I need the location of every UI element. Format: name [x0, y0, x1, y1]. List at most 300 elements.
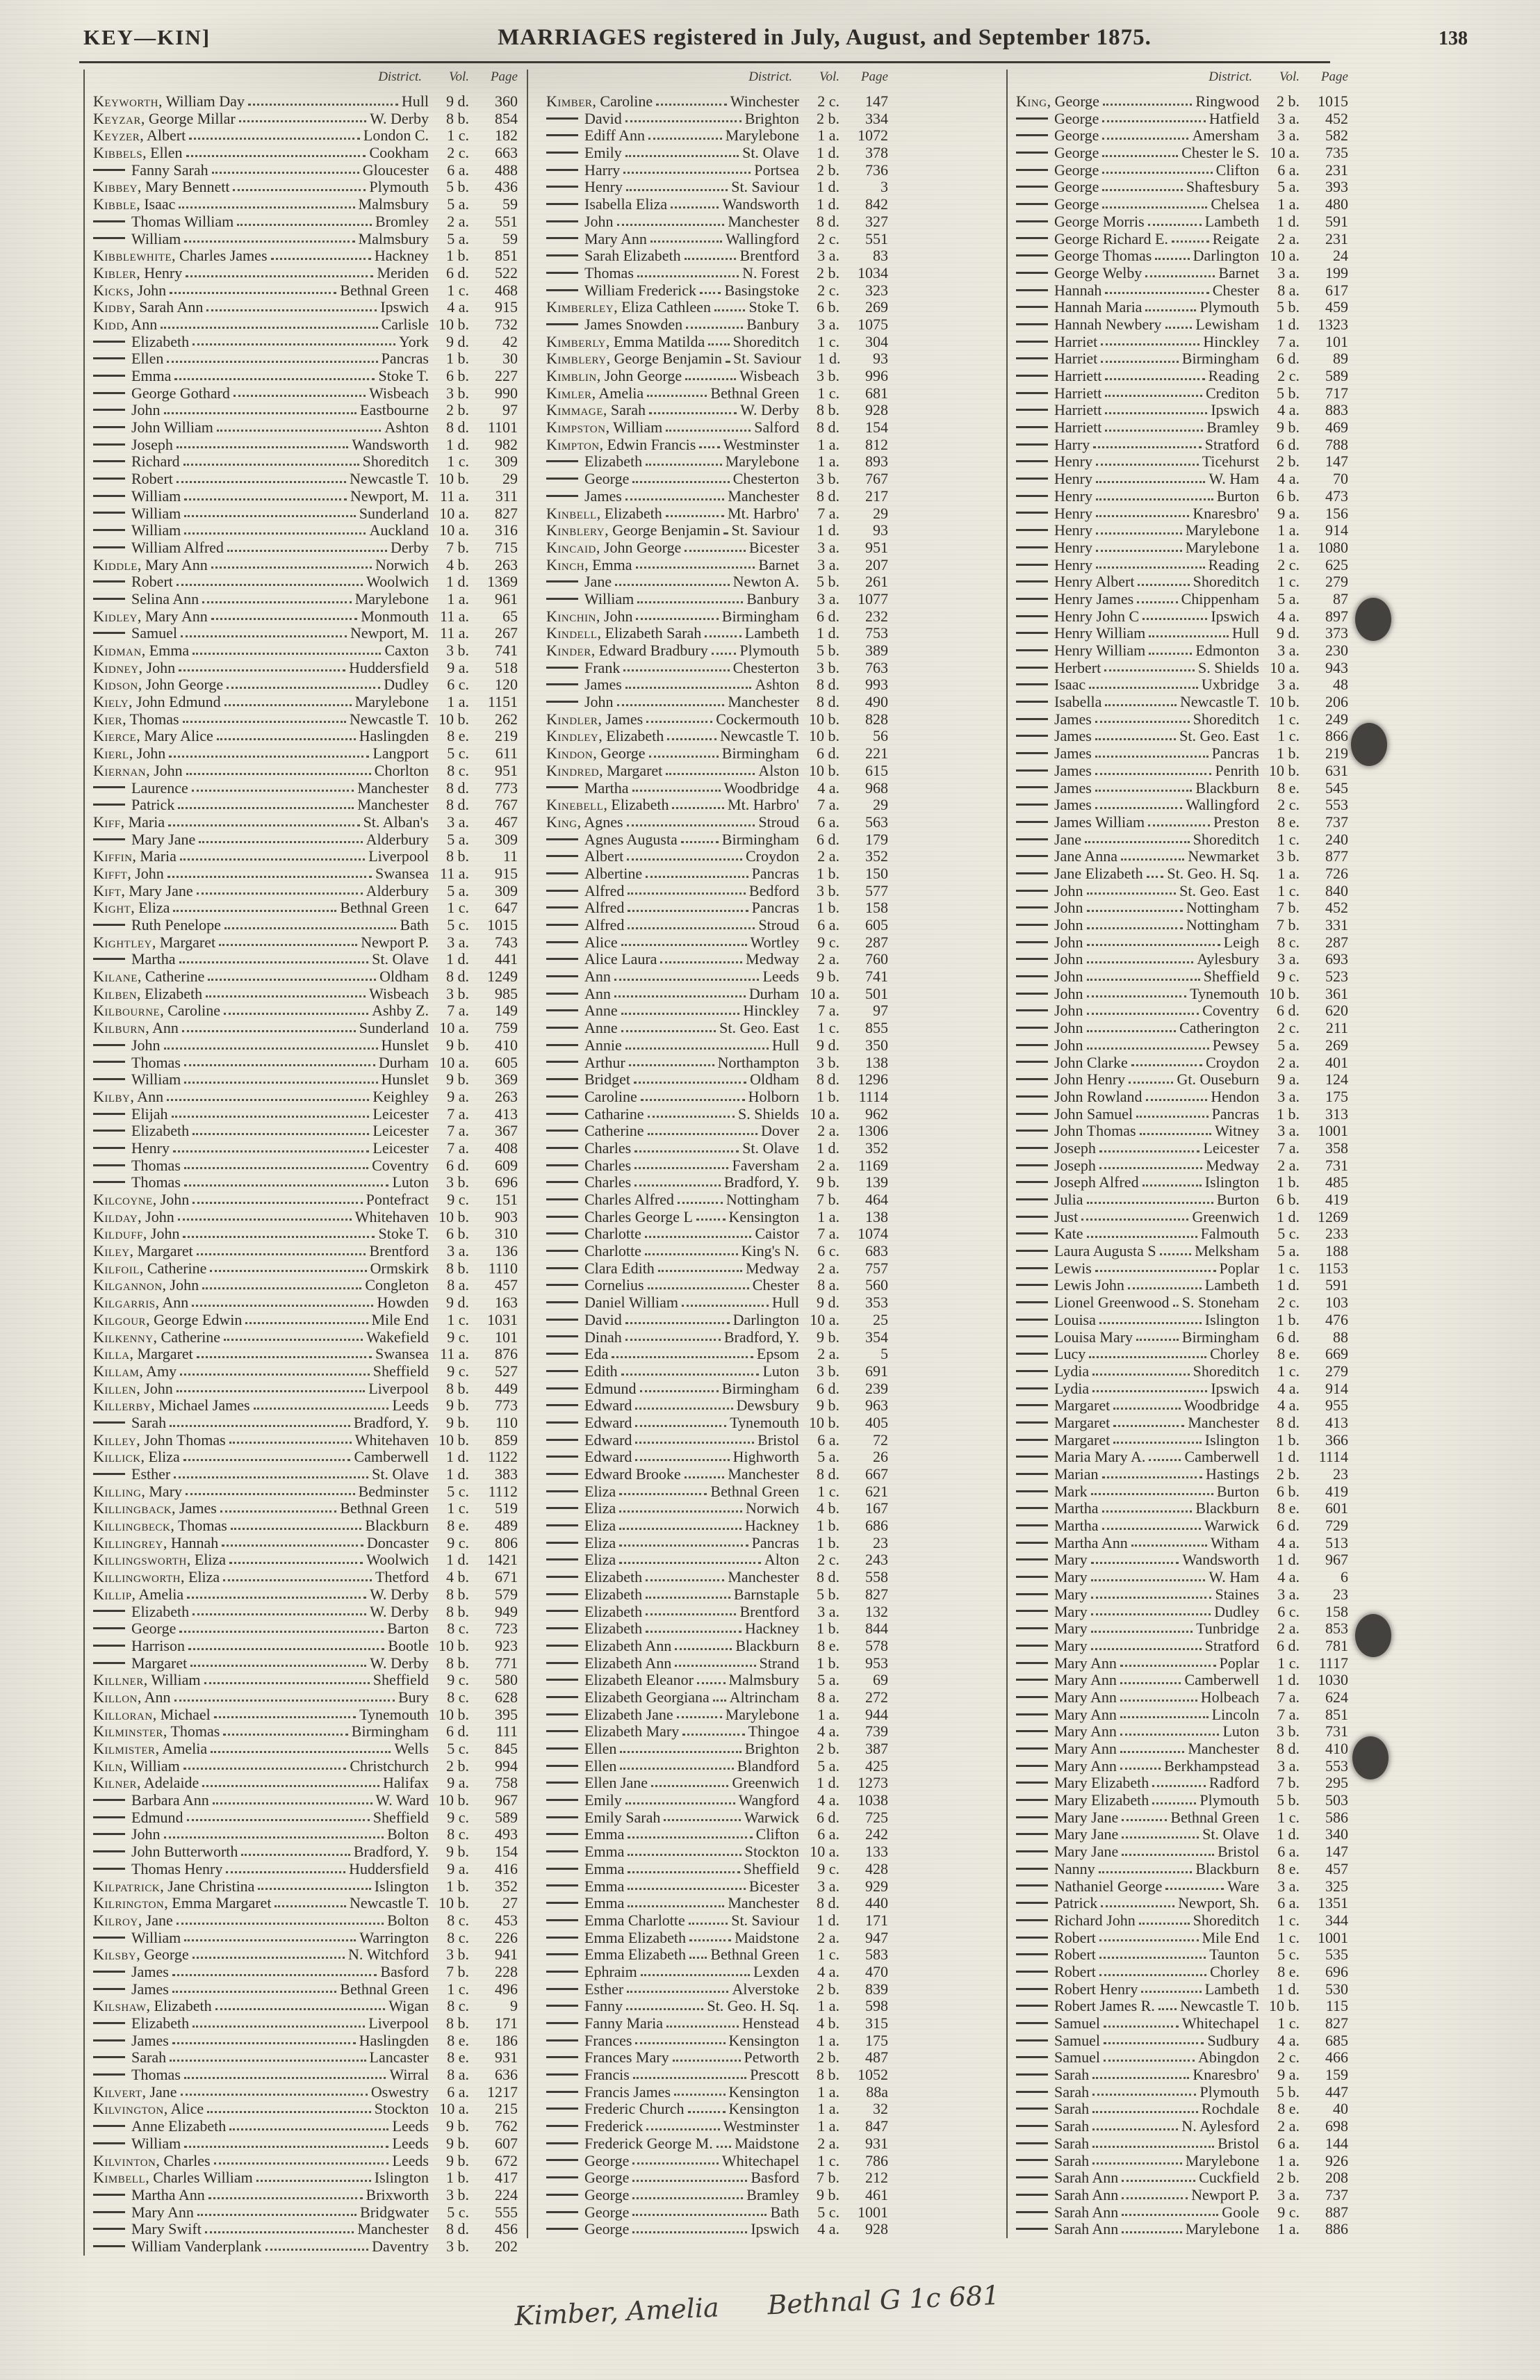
entry-page: 269	[1325, 1036, 1348, 1054]
dot-leader	[1131, 1544, 1207, 1547]
entry-vol: 10 a.	[439, 1020, 469, 1037]
entry-vol: 1 c.	[1277, 573, 1300, 591]
index-entry	[546, 1054, 888, 1072]
entry-vol: 2 b.	[817, 110, 839, 127]
entry-vol: 3 a.	[817, 1877, 839, 1895]
entry-district: Camberwell	[354, 1449, 429, 1466]
dot-leader	[632, 2231, 747, 2233]
entry-name: Kilgarris, Ann	[93, 1294, 189, 1312]
index-entry	[546, 1037, 888, 1054]
entry-district: Islington	[1204, 1311, 1259, 1328]
dot-leader	[223, 1579, 372, 1581]
entry-page: 262	[495, 710, 518, 728]
entry-name: Elizabeth Ann	[546, 1638, 671, 1655]
dot-leader	[192, 790, 354, 792]
dot-leader	[170, 292, 336, 294]
entry-vol: 10 b.	[439, 1895, 469, 1912]
entry-district: Reigate	[1212, 230, 1259, 247]
index-entry	[93, 1981, 518, 1998]
dot-leader	[211, 1751, 391, 1753]
entry-vol: 8 d.	[1277, 1741, 1300, 1757]
entry-name: Edward	[546, 1432, 632, 1449]
entry-name: Charles	[546, 1174, 631, 1191]
ditto-mark	[546, 1833, 578, 1835]
entry-district: Shoreditch	[362, 453, 429, 471]
dot-leader	[1145, 309, 1196, 311]
entry-vol: 8 c.	[447, 1826, 469, 1843]
ditto-mark	[93, 2194, 125, 2196]
entry-district: Cuckfield	[1199, 2169, 1259, 2187]
entry-page: 854	[495, 110, 518, 127]
entry-name: Anne	[546, 1002, 618, 1020]
entry-name: Nanny	[1016, 1861, 1095, 1878]
entry-vol: 6 a.	[817, 1826, 839, 1843]
index-entry	[1016, 780, 1348, 797]
dot-leader	[188, 1648, 384, 1650]
ditto-mark	[1016, 1816, 1048, 1818]
district-label: District.	[1209, 70, 1252, 84]
index-entry	[1016, 2032, 1348, 2050]
entry-name: Kilner, Adelaide	[93, 1775, 199, 1792]
dot-leader	[1142, 1184, 1202, 1187]
entry-district: St. Geo. East	[1179, 728, 1259, 745]
entry-vol: 1 d.	[1277, 213, 1300, 230]
entry-district: Bristol	[757, 1431, 799, 1449]
index-entry	[546, 1020, 888, 1037]
ditto-mark	[546, 1250, 578, 1252]
entry-district: Bolton	[387, 1826, 429, 1843]
entry-name: Elizabeth	[546, 453, 642, 471]
index-entry	[546, 1946, 888, 1964]
entry-vol: 4 a.	[817, 1723, 839, 1741]
header-key-range: KEY—KIN]	[83, 25, 211, 49]
ditto-mark	[93, 1868, 125, 1870]
entry-name: Henry	[1016, 505, 1092, 523]
index-entry	[546, 814, 888, 831]
index-columns	[83, 70, 1362, 2256]
entry-vol: 1 c.	[817, 384, 839, 402]
entry-name: Kilsby, George	[93, 1946, 189, 1964]
entry-vol: 2 a.	[817, 1346, 839, 1363]
ditto-mark	[1016, 924, 1048, 926]
entry-district: Leicester	[372, 1139, 429, 1157]
entry-page: 441	[495, 951, 518, 968]
entry-name: Kinblery, George Benjamin	[546, 522, 721, 539]
ditto-mark	[546, 1850, 578, 1852]
index-entry	[93, 1878, 518, 1896]
ditto-mark	[546, 1576, 578, 1578]
entry-district: Derby	[391, 539, 429, 556]
entry-page: 395	[495, 1706, 518, 1723]
entry-page: 771	[495, 1654, 518, 1672]
entry-vol: 7 a.	[1277, 1688, 1300, 1706]
entry-name: Elizabeth Jane	[546, 1706, 673, 1724]
entry-vol: 9 b.	[446, 1071, 469, 1089]
index-entry	[1016, 1346, 1348, 1363]
entry-district: Bristol	[1218, 1843, 1259, 1861]
entry-vol: 3 b.	[817, 368, 839, 384]
entry-page: 577	[865, 882, 888, 899]
entry-district: Durham	[378, 1054, 429, 1071]
dot-leader	[1099, 1167, 1202, 1169]
entry-name: Elijah	[93, 1106, 168, 1123]
index-entry	[93, 385, 518, 402]
ditto-mark	[546, 1542, 578, 1544]
entry-district: Bramley	[746, 2186, 799, 2203]
ditto-mark	[1016, 1164, 1048, 1166]
entry-district: St. Saviour	[731, 179, 799, 196]
entry-page: 350	[865, 1036, 888, 1054]
entry-district: Preston	[1213, 813, 1259, 831]
index-entry	[546, 591, 888, 608]
entry-page: 951	[495, 762, 518, 779]
entry-name: Margaret	[1016, 1397, 1110, 1415]
dot-leader	[1092, 1390, 1207, 1392]
ditto-mark	[1016, 169, 1048, 171]
entry-page: 383	[495, 1466, 518, 1483]
entry-vol: 4 b.	[446, 556, 469, 573]
dot-leader	[1091, 1648, 1202, 1650]
entry-page: 440	[865, 1895, 888, 1912]
entry-name: John	[1016, 917, 1083, 934]
entry-page: 29	[502, 471, 518, 488]
entry-vol: 9 d.	[817, 1036, 839, 1054]
ditto-mark	[546, 1662, 578, 1664]
entry-district: Wigan	[388, 1998, 429, 2015]
dot-leader	[629, 1064, 714, 1066]
entry-vol: 8 c.	[447, 1688, 469, 1706]
entry-page: 741	[495, 642, 518, 659]
entry-page: 715	[495, 539, 518, 556]
entry-page: 428	[865, 1860, 888, 1877]
entry-name: Jane Anna	[1016, 848, 1117, 865]
index-entry	[1016, 848, 1348, 865]
index-entry	[93, 1535, 518, 1552]
entry-district: Falmouth	[1200, 1225, 1259, 1243]
ditto-mark	[93, 632, 125, 634]
entry-district: Salford	[754, 419, 799, 437]
entry-district: Nottingham	[1186, 917, 1259, 934]
index-entry	[546, 1930, 888, 1947]
index-entry	[546, 1535, 888, 1552]
entry-page: 1075	[858, 316, 888, 333]
entry-district: Christchurch	[350, 1757, 429, 1775]
index-entry	[546, 608, 888, 626]
entry-name: Elizabeth Eleanor	[546, 1672, 694, 1689]
entry-page: 994	[495, 1757, 518, 1775]
dot-leader	[705, 635, 742, 637]
entry-vol: 2 a.	[817, 951, 839, 968]
dot-leader	[646, 2128, 719, 2130]
entry-district: Manchester	[357, 2221, 429, 2238]
index-entry	[1016, 1895, 1348, 1912]
index-entry	[1016, 1535, 1348, 1552]
dot-leader	[1087, 961, 1194, 963]
entry-district: Banbury	[746, 590, 799, 608]
entry-district: Henstead	[742, 2015, 799, 2032]
entry-name: Killing, Mary	[93, 1483, 183, 1500]
entry-vol: 1 d.	[817, 1912, 839, 1929]
ditto-mark	[93, 443, 125, 446]
index-entry	[546, 1260, 888, 1278]
entry-name: Frank	[546, 660, 620, 677]
dot-leader	[671, 206, 719, 209]
entry-page: 149	[495, 1002, 518, 1020]
index-entry	[93, 1191, 518, 1209]
entry-district: Alverstoke	[732, 1980, 799, 1998]
dot-leader	[174, 1700, 395, 1702]
ditto-mark	[1016, 1319, 1048, 1321]
dot-leader	[161, 327, 377, 329]
entry-district: Banbury	[746, 316, 799, 333]
entry-name: Kinch, Emma	[546, 556, 632, 573]
entry-page: 1369	[487, 573, 518, 591]
entry-name: Elizabeth	[546, 1620, 642, 1638]
entry-vol: 4 a.	[1277, 1569, 1300, 1586]
entry-vol: 6 d.	[817, 745, 839, 763]
entry-vol: 1 c.	[1277, 2015, 1300, 2032]
index-entry	[546, 1002, 888, 1020]
index-entry	[546, 247, 888, 265]
ditto-mark	[1016, 1353, 1048, 1355]
entry-name: Robert James R.	[1016, 1998, 1155, 2015]
entry-vol: 4 a.	[817, 1963, 839, 1980]
dot-leader	[677, 1716, 722, 1718]
entry-page: 605	[495, 1054, 518, 1071]
index-entry	[546, 660, 888, 677]
entry-page: 731	[1325, 1723, 1348, 1741]
ditto-mark	[1016, 1902, 1048, 1904]
index-entry	[93, 1775, 518, 1792]
dot-leader	[177, 446, 348, 448]
entry-vol: 8 b.	[446, 848, 469, 865]
dot-leader	[206, 995, 366, 997]
entry-district: Crediton	[1206, 384, 1259, 402]
index-entry	[546, 282, 888, 300]
entry-name: Albert	[546, 848, 623, 865]
index-entry	[93, 694, 518, 711]
ditto-mark	[1016, 2108, 1048, 2110]
entry-vol: 1 c.	[1277, 1929, 1300, 1946]
entry-list	[93, 93, 518, 2256]
dot-leader	[1096, 550, 1182, 552]
dot-leader	[1113, 1408, 1181, 1410]
index-entry	[93, 1843, 518, 1861]
index-entry	[546, 539, 888, 557]
entry-district: Stoke T.	[748, 299, 799, 316]
ditto-mark	[93, 237, 125, 239]
entry-name: Frederic Church	[546, 2101, 685, 2118]
dot-leader	[184, 1167, 368, 1169]
entry-page: 847	[865, 2118, 888, 2135]
entry-name: Charles	[546, 1140, 631, 1157]
entry-district: Blackburn	[735, 1637, 799, 1654]
dot-leader	[1099, 1974, 1206, 1976]
ditto-mark	[93, 1627, 125, 1629]
entry-page: 669	[1325, 1346, 1348, 1363]
entry-name: William	[93, 522, 181, 539]
dot-leader	[648, 1116, 735, 1118]
entry-vol: 8 a.	[447, 1277, 469, 1294]
ditto-mark	[546, 1267, 578, 1269]
entry-vol: 9 c.	[1277, 2203, 1300, 2221]
entry-district: Newport, M.	[350, 487, 429, 505]
entry-vol: 8 c.	[447, 1998, 469, 2015]
entry-page: 311	[495, 487, 518, 505]
index-entry	[546, 1878, 888, 1896]
entry-district: Abingdon	[1198, 2049, 1259, 2067]
index-entry	[93, 591, 518, 608]
entry-page: 696	[495, 1174, 518, 1191]
entry-district: Wisbeach	[369, 384, 429, 402]
ditto-mark	[546, 1937, 578, 1939]
index-entry	[93, 711, 518, 728]
entry-vol: 6 a.	[817, 917, 839, 934]
dot-leader	[1120, 1700, 1197, 1702]
entry-page: 582	[1325, 127, 1348, 145]
entry-vol: 3 b.	[817, 882, 839, 899]
dot-leader	[172, 1974, 377, 1976]
entry-district: Daventry	[372, 2238, 429, 2255]
entry-name: Henry William	[1016, 625, 1145, 642]
entry-page: 405	[865, 1414, 888, 1431]
entry-name: George	[546, 2187, 629, 2204]
entry-district: Shoreditch	[1193, 710, 1259, 728]
entry-name: Kimler, Amelia	[546, 384, 644, 402]
dot-leader	[227, 550, 387, 552]
entry-vol: 1 a.	[447, 694, 469, 711]
dot-leader	[627, 858, 742, 861]
entry-page: 553	[1325, 797, 1348, 814]
entry-vol: 1 a.	[1277, 196, 1300, 213]
entry-vol: 5 b.	[817, 1586, 839, 1603]
ditto-mark	[1016, 529, 1048, 531]
entry-name: George Morris	[1016, 213, 1145, 231]
ditto-mark	[93, 1044, 125, 1046]
entry-district: W. Ham	[1209, 471, 1259, 488]
entry-page: 617	[1325, 282, 1348, 299]
index-entry	[546, 1483, 888, 1501]
entry-name: Kibbels, Ellen	[93, 145, 183, 162]
entry-page: 23	[1333, 1466, 1348, 1483]
entry-page: 1015	[487, 917, 518, 934]
dot-leader	[167, 876, 372, 878]
index-entry	[546, 1123, 888, 1140]
entry-vol: 1 b.	[817, 1088, 839, 1105]
entry-vol: 10 a.	[810, 1105, 839, 1123]
entry-page: 955	[1325, 1397, 1348, 1415]
dot-leader	[1122, 2214, 1218, 2216]
entry-page: 453	[495, 1912, 518, 1929]
entry-name: Herbert	[1016, 660, 1101, 677]
index-entry	[93, 334, 518, 351]
entry-page: 417	[495, 2169, 518, 2187]
dot-leader	[1105, 430, 1203, 432]
entry-district: Sheffield	[743, 1860, 799, 1877]
entry-vol: 2 b.	[446, 402, 469, 419]
dot-leader	[620, 1751, 741, 1753]
entry-name: Mary Jane	[93, 831, 195, 849]
ditto-mark	[1016, 1833, 1048, 1835]
ditto-mark	[1016, 1232, 1048, 1234]
dot-leader	[688, 2111, 726, 2113]
entry-district: Brixworth	[366, 2186, 429, 2203]
entry-vol: 1 a.	[817, 2101, 839, 2118]
entry-page: 387	[865, 1741, 888, 1757]
entry-page: 447	[1325, 2083, 1348, 2101]
entry-vol: 7 a.	[817, 1225, 839, 1243]
ditto-mark	[546, 1147, 578, 1149]
entry-district: Woodbridge	[1183, 1397, 1259, 1415]
index-entry	[1016, 2101, 1348, 2118]
entry-vol: 10 a.	[439, 522, 469, 539]
index-entry	[1016, 1655, 1348, 1672]
entry-district: Birmingham	[721, 608, 799, 625]
entry-page: 903	[495, 1208, 518, 1225]
ditto-mark	[1016, 1181, 1048, 1183]
index-entry	[1016, 437, 1348, 454]
entry-vol: 10 b.	[439, 1637, 469, 1654]
entry-page: 1117	[1318, 1654, 1348, 1672]
entry-name: George	[1016, 162, 1099, 179]
entry-district: Dover	[761, 1123, 799, 1140]
entry-vol: 1 c.	[447, 899, 469, 917]
index-entry	[1016, 865, 1348, 883]
entry-page: 419	[1325, 1483, 1348, 1500]
entry-vol: 9 b.	[446, 2152, 469, 2169]
entry-name: Kindley, Elizabeth	[546, 728, 664, 745]
entry-page: 1052	[858, 2067, 888, 2084]
entry-district: Basford	[751, 2169, 799, 2187]
entry-page: 1077	[858, 590, 888, 608]
index-entry	[93, 797, 518, 814]
index-entry	[546, 350, 888, 368]
entry-page: 535	[1325, 1946, 1348, 1964]
dot-leader	[1087, 995, 1187, 997]
index-entry	[93, 2135, 518, 2153]
entry-name: James	[93, 1964, 169, 1981]
entry-district: Manchester	[728, 1895, 799, 1912]
dot-leader	[1101, 343, 1199, 345]
index-entry	[1016, 111, 1348, 128]
ditto-mark	[1016, 1216, 1048, 1218]
entry-district: St. Alban's	[363, 813, 429, 831]
entry-district: Witham	[1211, 1534, 1259, 1551]
entry-name: Elizabeth	[93, 1123, 189, 1140]
ditto-mark	[1016, 598, 1048, 600]
dot-leader	[1105, 412, 1207, 414]
entry-name: George Richard E.	[1016, 231, 1168, 248]
index-entry	[1016, 642, 1348, 660]
dot-leader	[675, 1665, 755, 1667]
entry-vol: 9 b.	[817, 1174, 839, 1191]
entry-name: Sarah Elizabeth	[546, 247, 681, 265]
entry-page: 26	[873, 1449, 888, 1466]
entry-page: 628	[495, 1688, 518, 1706]
dot-leader	[184, 241, 354, 243]
entry-page: 316	[495, 522, 518, 539]
entry-vol: 5 c.	[447, 1741, 469, 1757]
dot-leader	[682, 1734, 744, 1736]
entry-name: Ellen	[546, 1758, 616, 1775]
annotation-reference: Bethnal G 1c 681	[767, 2279, 1001, 2321]
entry-vol: 2 a.	[1277, 1054, 1300, 1071]
index-entry	[93, 608, 518, 626]
entry-page: 1217	[487, 2083, 518, 2101]
entry-vol: 10 a.	[810, 1311, 839, 1328]
entry-name: Kibler, Henry	[93, 264, 183, 282]
entry-name: Mary Ann	[1016, 1672, 1117, 1689]
